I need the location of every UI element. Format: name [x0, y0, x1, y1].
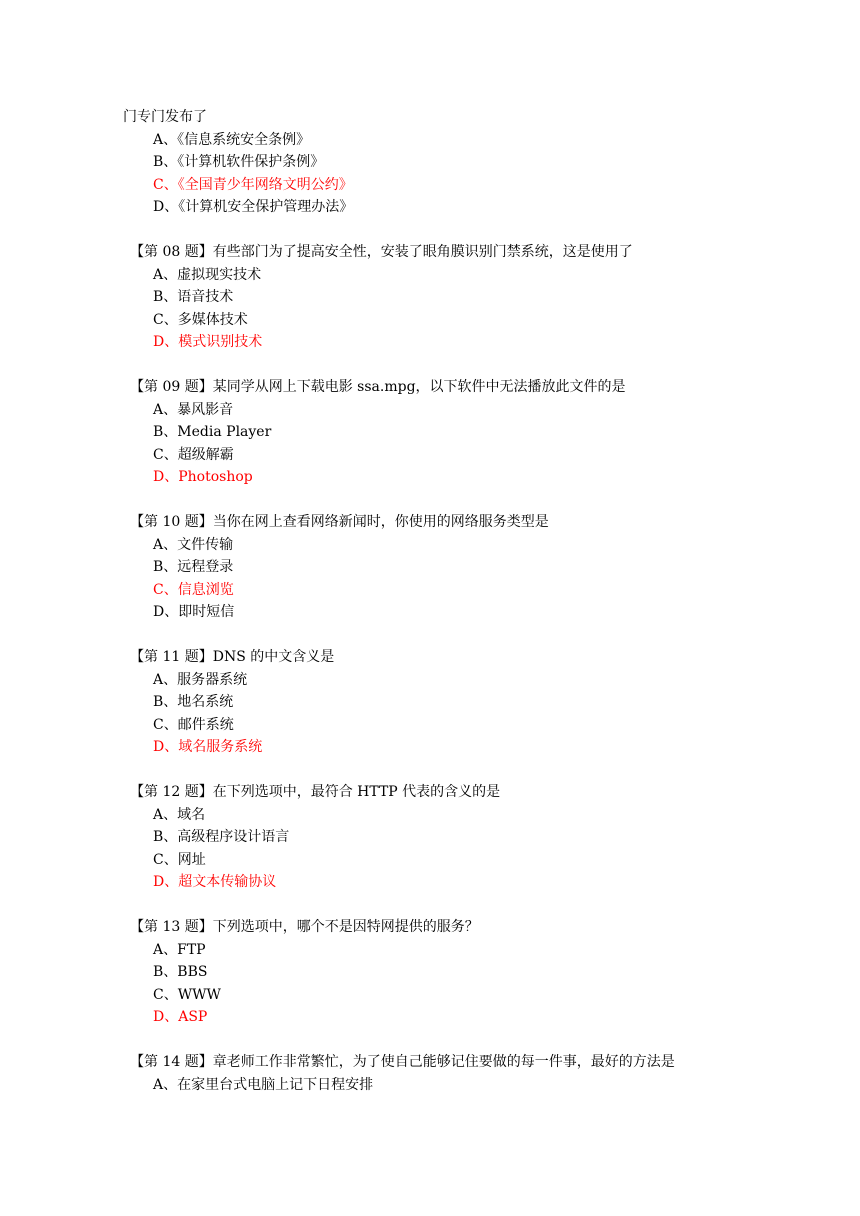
option-a: A、域名 — [153, 806, 206, 823]
option-a: A、服务器系统 — [153, 671, 248, 688]
question-10 — [0, 511, 860, 624]
option-d-correct: D、超文本传输协议 — [153, 874, 277, 890]
question-text: 【第 09 题】某同学从网上下载电影 ssa.mpg，以下软件中无法播放此文件的是 — [130, 379, 626, 395]
option-a: A、《信息系统安全条例》 — [153, 131, 311, 148]
option-c: C、邮件系统 — [153, 716, 234, 733]
option-c: C、WWW — [153, 986, 221, 1003]
option-a: A、在家里台式电脑上记下日程安排 — [153, 1076, 374, 1093]
question-text: 【第 10 题】当你在网上查看网络新闻时，你使用的网络服务类型是 — [130, 514, 549, 530]
option-b: B、地名系统 — [153, 694, 234, 710]
question-14 — [0, 1051, 860, 1096]
option-c-correct: C、《全国青少年网络文明公约》 — [153, 176, 353, 193]
question-text: 【第 08 题】有些部门为了提高安全性，安装了眼角膜识别门禁系统，这是使用了 — [130, 244, 633, 260]
question-text: 【第 14 题】章老师工作非常繁忙，为了使自己能够记住要做的每一件事，最好的方法是 — [130, 1054, 675, 1070]
option-d: D、《计算机安全保护管理办法》 — [153, 199, 354, 215]
question-08 — [0, 241, 860, 354]
option-c-correct: C、信息浏览 — [153, 581, 234, 598]
question-text: 【第 12 题】在下列选项中，最符合 HTTP 代表的含义的是 — [130, 784, 501, 800]
option-a: A、FTP — [153, 941, 206, 958]
option-d-correct: D、模式识别技术 — [153, 334, 263, 350]
option-c: C、多媒体技术 — [153, 311, 248, 328]
question-11 — [0, 646, 860, 759]
option-b: B、高级程序设计语言 — [153, 829, 290, 845]
question-continuation-text: 门专门发布了 — [123, 109, 207, 125]
question-text: 【第 11 题】DNS 的中文含义是 — [130, 649, 335, 665]
option-c: C、超级解霸 — [153, 446, 234, 463]
option-d-correct: D、域名服务系统 — [153, 739, 263, 755]
option-d: D、即时短信 — [153, 604, 235, 620]
question-07-continuation — [123, 106, 353, 219]
question-text: 【第 13 题】下列选项中，哪个不是因特网提供的服务？ — [130, 919, 479, 935]
option-a: A、暴风影音 — [153, 401, 234, 418]
option-d-correct: D、Photoshop — [153, 469, 253, 485]
option-b: B、Media Player — [153, 424, 272, 440]
option-a: A、虚拟现实技术 — [153, 266, 262, 283]
option-b: B、远程登录 — [153, 559, 234, 575]
question-12 — [0, 781, 860, 894]
option-b: B、BBS — [153, 964, 208, 980]
option-a: A、文件传输 — [153, 536, 234, 553]
option-c: C、网址 — [153, 851, 206, 868]
question-13 — [0, 916, 860, 1029]
option-d-correct: D、ASP — [153, 1009, 208, 1025]
question-09 — [0, 376, 860, 489]
option-b: B、《计算机软件保护条例》 — [153, 154, 325, 170]
option-b: B、语音技术 — [153, 289, 234, 305]
